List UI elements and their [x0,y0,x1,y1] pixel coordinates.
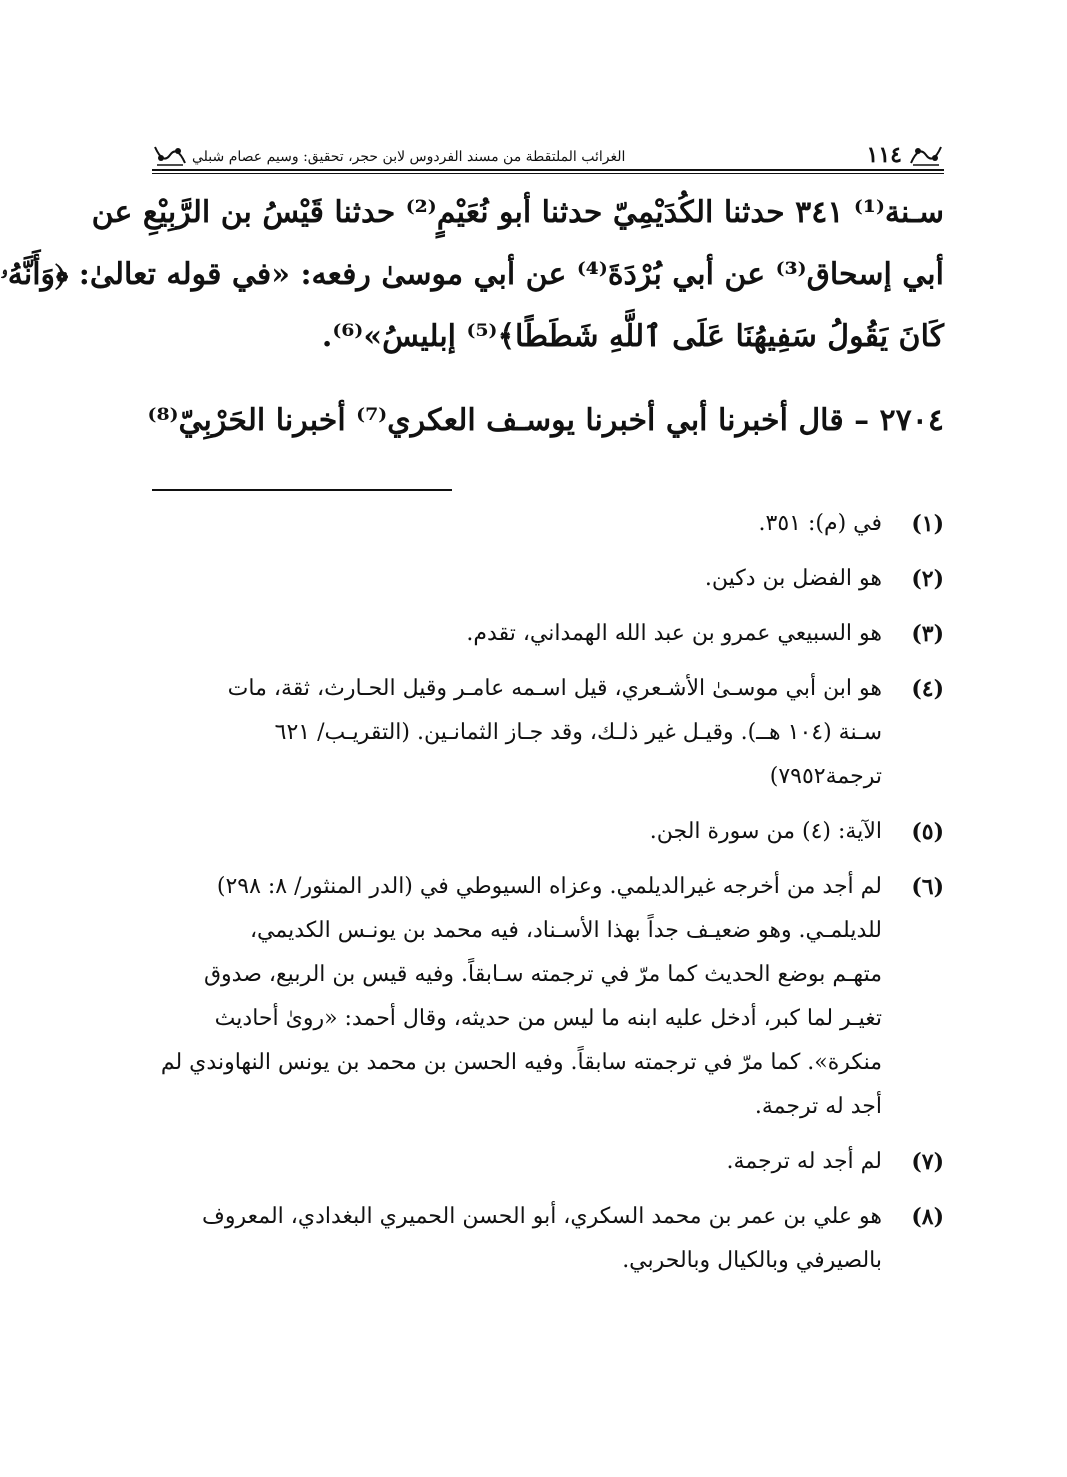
footnote-number: (٤) [911,676,944,702]
footnote-line: هو ابن أبي موسـىٰ الأشـعري، قيل اسـمه عامـر وقيل الحـارث، ثقة، مات [227,676,882,701]
ornament-right-icon [908,142,944,168]
footnote-line: لم أجد له ترجمة. [726,1149,882,1174]
footnotes [152,502,944,1294]
footnote [152,865,944,1129]
footnote [152,667,944,799]
footnote-line: في (م): ٣٥١. [758,511,882,536]
running-title: الغرائب الملتقطة من مسند الفردوس لابن حجر، تحقيق: وسيم عصام شبلي [192,149,626,165]
footnote-number: (١) [911,511,944,537]
footnote [152,612,944,656]
footnote-number: (٥) [911,819,944,845]
footnote-line: للديلمـي. وهو ضعيـف جداً بهذا الأسـناد، فيه محمد بن يونـس الكديمي، [249,918,882,943]
footnote-separator [152,489,452,491]
main-text [0,182,944,452]
footnote-line: منكرة». كما مرّ في ترجمته سابقاً. وفيه الحسن بن محمد بن يونس النهاوندي لم [160,1050,882,1075]
footnote-number: (٧) [911,1149,944,1175]
footnote-line: ترجمة٧٩٥٢) [769,764,882,789]
footnote-line: لم أجد من أخرجه غيرالديلمي. وعزاه السيوطي في (الدر المنثور/ ٨: ٢٩٨) [216,874,882,899]
page-number: ١١٤ [866,142,902,168]
ornament-left-icon [152,142,188,168]
footnote [152,502,944,546]
header-rule-thin [152,173,944,174]
header-rule [152,169,944,171]
footnote-line: الآية: (٤) من سورة الجن. [649,819,882,844]
footnote [152,810,944,854]
main-line: سـنة⁽¹⁾ ٣٤١ حدثنا الكُدَيْمِيّ حدثنا أبو نُعَيْمٍ⁽²⁾ حدثنا قَيْسُ بن الرَّبِيْعِ عن [91,195,944,230]
footnote [152,1140,944,1184]
footnote-line: هو علي بن عمر بن محمد السكري، أبو الحسن الحميري البغدادي، المعروف [202,1204,882,1229]
footnote-line: تغيـر لما كبر، أدخل عليه ابنه ما ليس من حديثه، وقال أحمد: «روىٰ أحاديث [214,1006,882,1031]
footnote-number: (٢) [911,566,944,592]
footnote-line: هو السبيعي عمرو بن عبد الله الهمداني، تقدم. [466,621,882,646]
footnote-line: سـنة (١٠٤ هــ). وقيـل غير ذلـك، وقد جـاز الثمانـين. (التقريـب/ ٦٢١ [274,720,882,745]
footnote [152,557,944,601]
footnote [152,1195,944,1283]
footnote-line: متهـم بوضع الحديث كما مرّ في ترجمته سـابقاً. وفيه قيس بن الربيع، صدوق [203,962,882,987]
hadith-entry-heading: ٢٧٠٤ – قال أخبرنا أبي أخبرنا يوسـف العكري⁽⁷⁾ أخبرنا الحَرْبِيّ⁽⁸⁾ [147,403,944,438]
footnote-number: (٨) [911,1204,944,1230]
footnote-line: بالصيرفي وبالكيال وبالحربي. [622,1248,882,1273]
main-line: كَانَ يَقُولُ سَفِيهُنَا عَلَى ٱللَّهِ شَطَطًا﴾⁽⁵⁾ إبليسُ»⁽⁶⁾. [321,319,944,354]
footnote-line: أجد له ترجمة. [754,1094,882,1119]
main-line: أبي إسحاق⁽³⁾ عن أبي بُرْدَةَ⁽⁴⁾ عن أبي موسىٰ رفعه: «في قوله تعالىٰ: ﴿وَأَنَّهُۥ [0,257,944,292]
footnote-number: (٣) [911,621,944,647]
footnote-line: هو الفضل بن دكين. [704,566,882,591]
running-header [152,128,944,168]
footnote-number: (٦) [911,874,944,900]
